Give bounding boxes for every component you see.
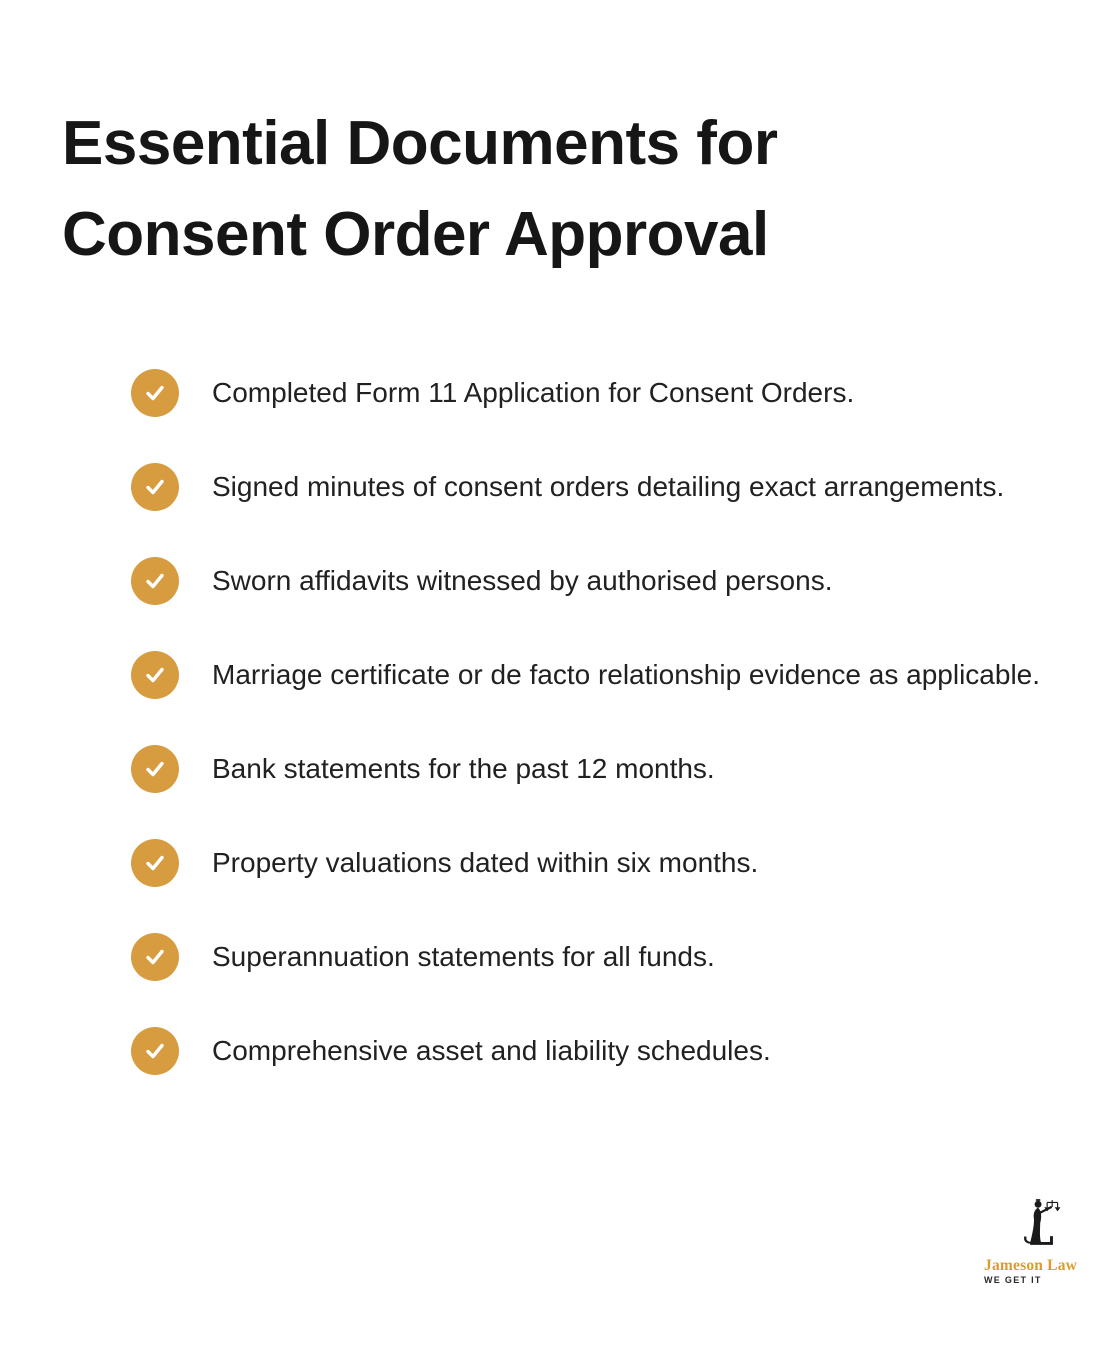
check-item-text: Completed Form 11 Application for Consent Orders. (212, 377, 855, 408)
logo (984, 1198, 1096, 1286)
logo-tagline: WE GET IT (984, 1275, 1042, 1285)
list-item (131, 839, 1071, 887)
check-item-text: Superannuation statements for all funds. (212, 941, 715, 972)
list-item (131, 745, 1071, 793)
check-item-text: Property valuations dated within six months. (212, 847, 759, 878)
list-item (131, 557, 1071, 605)
checkmark-icon (131, 839, 179, 887)
page-title: Essential Documents for Consent Order Approval (62, 109, 778, 269)
checkmark-icon (131, 745, 179, 793)
list-item (131, 933, 1071, 981)
list-item (131, 1027, 1071, 1075)
checkmark-icon (131, 1027, 179, 1075)
check-item-text: Signed minutes of consent orders detailing exact arrangements. (212, 471, 1005, 502)
checkmark-icon (131, 933, 179, 981)
check-item-text: Bank statements for the past 12 months. (212, 753, 715, 784)
list-item (131, 651, 1071, 699)
check-item-text: Marriage certificate or de facto relationship evidence as applicable. (212, 659, 1041, 690)
logo-wordmark: Jameson Law (984, 1257, 1078, 1274)
check-item-text: Sworn affidavits witnessed by authorised persons. (212, 565, 833, 596)
check-item-text: Comprehensive asset and liability schedules. (212, 1035, 771, 1066)
checklist (131, 369, 1071, 1075)
checkmark-icon (131, 369, 179, 417)
list-item (131, 369, 1071, 417)
lady-justice-icon (984, 1198, 1096, 1254)
checkmark-icon (131, 463, 179, 511)
checkmark-icon (131, 651, 179, 699)
checkmark-icon (131, 557, 179, 605)
list-item (131, 463, 1071, 511)
